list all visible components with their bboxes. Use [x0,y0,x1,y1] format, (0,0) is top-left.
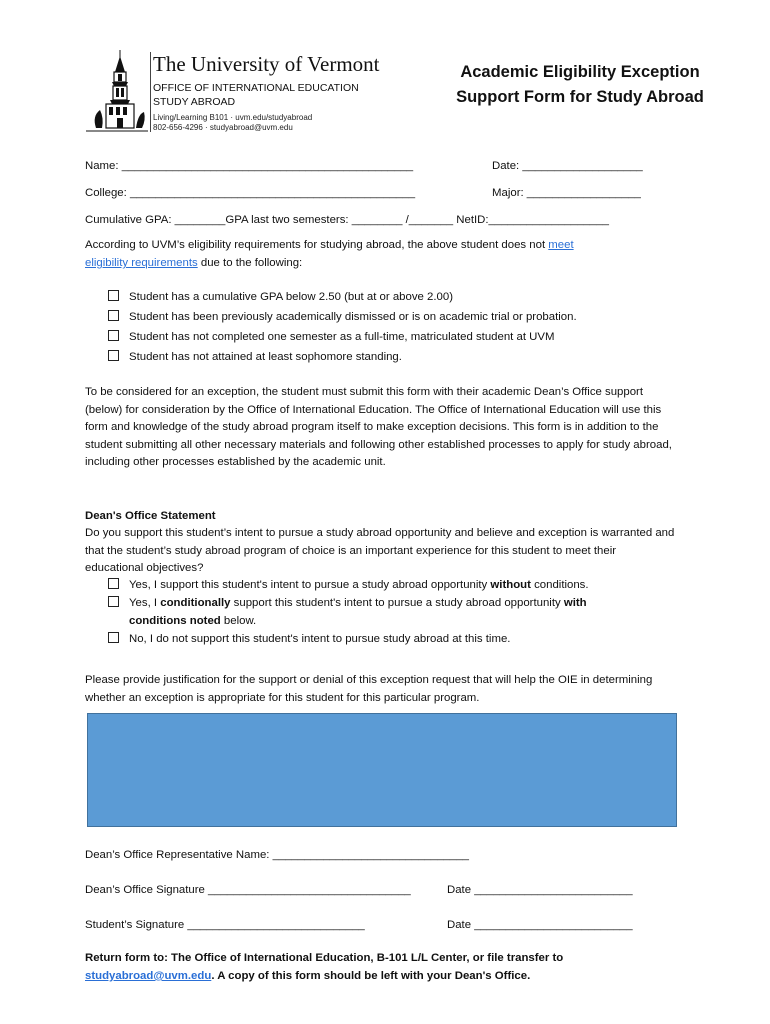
option-text: Yes, I support this student's intent to pursue a study abroad opportunity [129,579,491,591]
gpa-netid-field[interactable]: Cumulative GPA: ________GPA last two semesters: ________ /_______ NetID:___________________ [85,214,609,226]
form-title [430,60,730,110]
office-name: OFFICE OF INTERNATIONAL EDUCATION [153,82,359,94]
address-line: Living/Learning B101 · uvm.edu/studyabroad [153,113,313,122]
reason-label: Student has a cumulative GPA below 2.50 (but at or above 2.00) [129,291,453,303]
option-text: No, I do not support this student's intent to pursue study abroad at this time. [129,633,511,645]
reason-checkbox[interactable] [108,290,119,301]
reason-checkbox[interactable] [108,330,119,341]
logo-divider [150,52,151,132]
date-field[interactable]: Date: ___________________ [492,160,643,172]
option-emphasis: conditionally [160,597,231,609]
consideration-paragraph: To be considered for an exception, the student must submit this form with their academic Dean’s Office support (below) for consideration by the Office of International Education. The Office of International Education will use this form and knowledge of the study abroad program itself to make exception decisions. This form is in addition to the student submitting all other necessary materials and following other established processes to apply for study abroad, including other processes established by the academic unit. [85,386,672,469]
reason-item [108,328,577,348]
reason-checkbox[interactable] [108,310,119,321]
reason-checkbox[interactable] [108,350,119,361]
eligibility-link-part-2[interactable]: eligibility requirements [85,257,198,269]
university-name: The University of Vermont [153,52,380,76]
college-field[interactable]: College: _____________________________________________ [85,187,416,199]
justification-text-area[interactable] [87,713,677,827]
form-title-line-1: Academic Eligibility Exception [460,63,700,81]
major-field[interactable]: Major: __________________ [492,187,641,199]
return-line-2 [85,967,675,985]
option-checkbox[interactable] [108,578,119,589]
email-link[interactable]: studyabroad@uvm.edu [85,970,212,982]
support-option-without-conditions [108,576,678,594]
student-date-field[interactable]: Date _________________________ [447,919,633,931]
name-field[interactable]: Name: ______________________________________________ [85,160,414,172]
reason-label: Student has been previously academically dismissed or is on academic trial or probation. [129,311,577,323]
return-line-1: Return form to: The Office of International Education, B-101 L/L Center, or file transfer to [85,952,564,964]
option-emphasis: with [563,597,587,609]
rep-name-field[interactable]: Dean’s Office Representative Name: _______________________________ [85,849,469,861]
dean-signature-field[interactable]: Dean’s Office Signature ________________________________ [85,884,411,896]
eligibility-intro [85,236,675,272]
eligibility-link-part-1[interactable]: meet [548,239,574,251]
support-option-no [108,630,678,648]
unit-name: STUDY ABROAD [153,96,236,108]
option-text: conditions. [530,579,589,591]
option-emphasis: without [490,579,531,591]
return-line-2-text: . A copy of this form should be left with your Dean's Office. [211,970,531,982]
reason-label: Student has not completed one semester as a full-time, matriculated student at UVM [129,331,555,343]
deans-statement-question: Do you support this student’s intent to pursue a study abroad opportunity and believe and exception is warranted and that the student’s study abroad program of choice is an important experience for this student to meet their educational objectives? [85,527,675,575]
reasons-list [108,288,577,368]
dean-date-field[interactable]: Date _________________________ [447,884,633,896]
university-tower-logo [86,48,148,136]
intro-text: According to UVM’s eligibility requirements for studying abroad, the above student does not [85,239,549,251]
option-emphasis: conditions noted [129,615,221,627]
option-text: support this student's intent to pursue a study abroad opportunity [230,597,564,609]
support-option-conditional-cont [108,612,678,630]
option-checkbox[interactable] [108,596,119,607]
intro-text-end: due to the following: [197,257,303,269]
support-options [108,576,678,648]
option-text: below. [220,615,257,627]
option-checkbox[interactable] [108,632,119,643]
student-signature-field[interactable]: Student’s Signature ____________________________ [85,919,365,931]
reason-item [108,288,577,308]
option-text: Yes, I [129,597,161,609]
contact-line: 802-656-4296 · studyabroad@uvm.edu [153,123,293,132]
reason-item [108,348,577,368]
deans-statement-heading: Dean's Office Statement [85,510,216,522]
reason-label: Student has not attained at least sophomore standing. [129,351,402,363]
return-instructions [85,949,675,985]
form-title-line-2: Support Form for Study Abroad [456,88,704,106]
support-option-conditional [108,594,678,612]
justification-prompt: Please provide justification for the support or denial of this exception request that will help the OIE in determining whether an exception is appropriate for this student for this particular program. [85,674,653,704]
reason-item [108,308,577,328]
